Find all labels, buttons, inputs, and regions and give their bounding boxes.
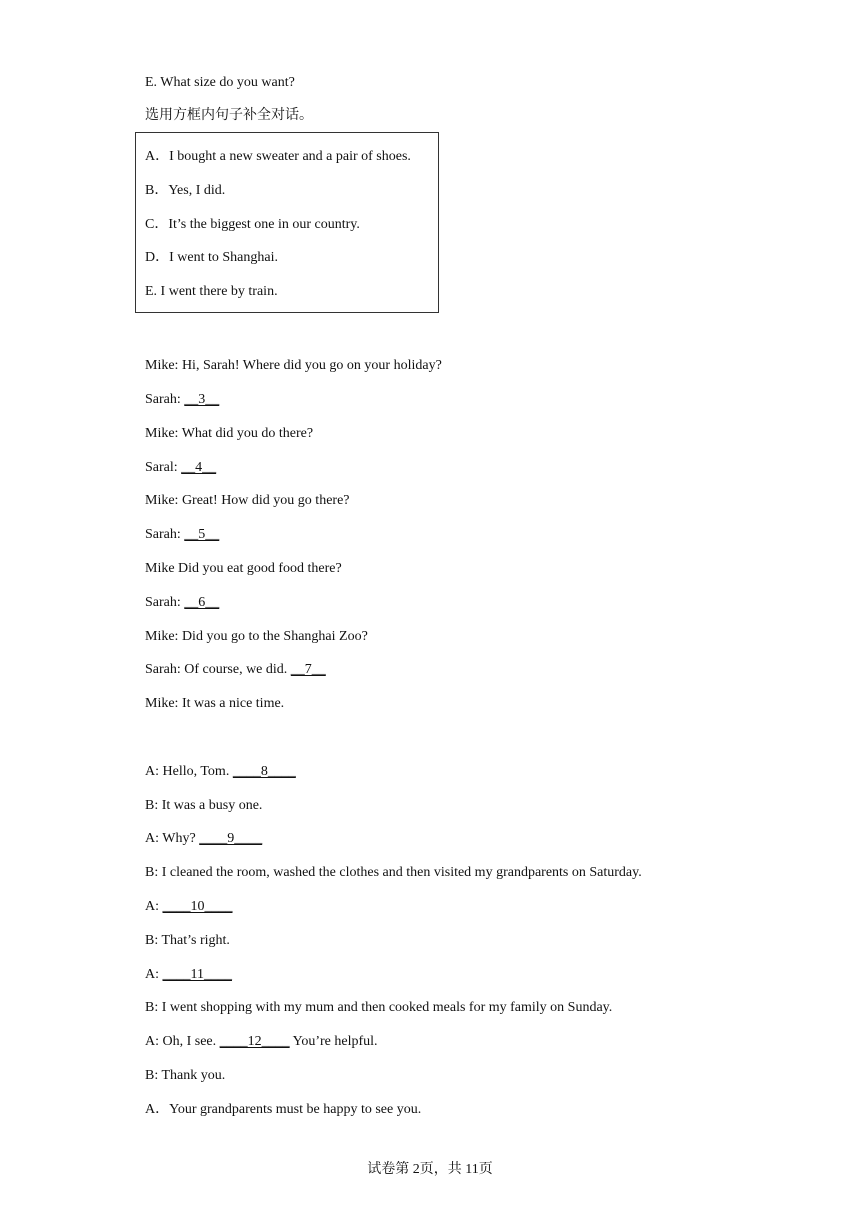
dialogue-line — [145, 391, 219, 409]
dialogue-line — [145, 459, 216, 477]
answer-blank-6: __6__ — [184, 595, 220, 610]
answer-blank-8: ____8____ — [232, 764, 296, 779]
line-text: Sarah: — [145, 595, 185, 610]
option-b: B．Yes, I did. — [145, 183, 226, 198]
dialogue-line — [145, 763, 296, 781]
line-text: Sarah: Of course, we did. — [145, 662, 291, 677]
page-footer: 试卷第 2页，共 11页 — [367, 1162, 493, 1177]
line-text: B: I went shopping with my mum and then cooked meals for my family on Sunday. — [145, 1000, 613, 1015]
line-text: Sarah: — [145, 527, 185, 542]
dialogue-line — [145, 695, 284, 713]
line-text: Mike: Did you go to the Shanghai Zoo? — [145, 629, 368, 644]
line-text: Mike: It was a nice time. — [145, 696, 285, 711]
option-c: C．It’s the biggest one in our country. — [145, 217, 360, 232]
answer-blank-7: __7__ — [290, 662, 326, 677]
line-text: Saral: — [145, 460, 182, 475]
line-text: Sarah: — [145, 392, 185, 407]
line-text: A: Why? — [145, 831, 200, 846]
option-d: D．I went to Shanghai. — [145, 250, 278, 265]
line-suffix: You’re helpful. — [289, 1034, 378, 1049]
line-text: B: Thank you. — [145, 1068, 226, 1083]
dialogue-line — [145, 797, 262, 815]
question-option-e: E. What size do you want? — [145, 75, 295, 90]
dialogue-line — [145, 628, 368, 646]
line-text: Mike: What did you do there? — [145, 426, 314, 441]
line-text: A: — [145, 967, 163, 982]
answer-blank-9: ____9____ — [199, 831, 263, 846]
line-text: Mike Did you eat good food there? — [145, 561, 342, 576]
line-text: Mike: Hi, Sarah! Where did you go on your holiday? — [145, 358, 442, 373]
answer-blank-12: ____12____ — [219, 1034, 290, 1049]
line-text: A: Hello, Tom. — [145, 764, 233, 779]
dialogue-line — [145, 898, 233, 916]
dialogue-line — [145, 999, 612, 1017]
dialogue-line — [145, 560, 342, 578]
instruction-text: 选用方框内句子补全对话。 — [145, 108, 313, 123]
dialogue-line — [145, 661, 326, 679]
dialogue-line — [145, 594, 219, 612]
line-text: B: That’s right. — [145, 933, 230, 948]
dialogue-line — [145, 864, 642, 882]
dialogue-line — [145, 932, 230, 950]
dialogue-line — [145, 526, 219, 544]
answer-blank-11: ____11____ — [162, 967, 232, 982]
option-a: A．I bought a new sweater and a pair of shoes. — [145, 149, 411, 164]
option-e: E. I went there by train. — [145, 284, 278, 299]
line-text: B: It was a busy one. — [145, 798, 263, 813]
line-text: A．Your grandparents must be happy to see you. — [145, 1102, 422, 1117]
line-text: Mike: Great! How did you go there? — [145, 493, 350, 508]
answer-blank-3: __3__ — [184, 392, 220, 407]
answer-blank-4: __4__ — [181, 460, 217, 475]
options-box — [135, 132, 439, 313]
dialogue-line — [145, 492, 350, 510]
line-text: A: Oh, I see. — [145, 1034, 220, 1049]
dialogue-line — [145, 830, 262, 848]
line-text: A: — [145, 899, 163, 914]
option-line — [145, 1101, 421, 1119]
dialogue-line — [145, 425, 313, 443]
dialogue-line — [145, 1067, 225, 1085]
answer-blank-5: __5__ — [184, 527, 220, 542]
answer-blank-10: ____10____ — [162, 899, 233, 914]
dialogue-line — [145, 1033, 378, 1051]
dialogue-line — [145, 357, 442, 375]
dialogue-line — [145, 966, 232, 984]
line-text: B: I cleaned the room, washed the clothes and then visited my grandparents on Saturday. — [145, 865, 642, 880]
